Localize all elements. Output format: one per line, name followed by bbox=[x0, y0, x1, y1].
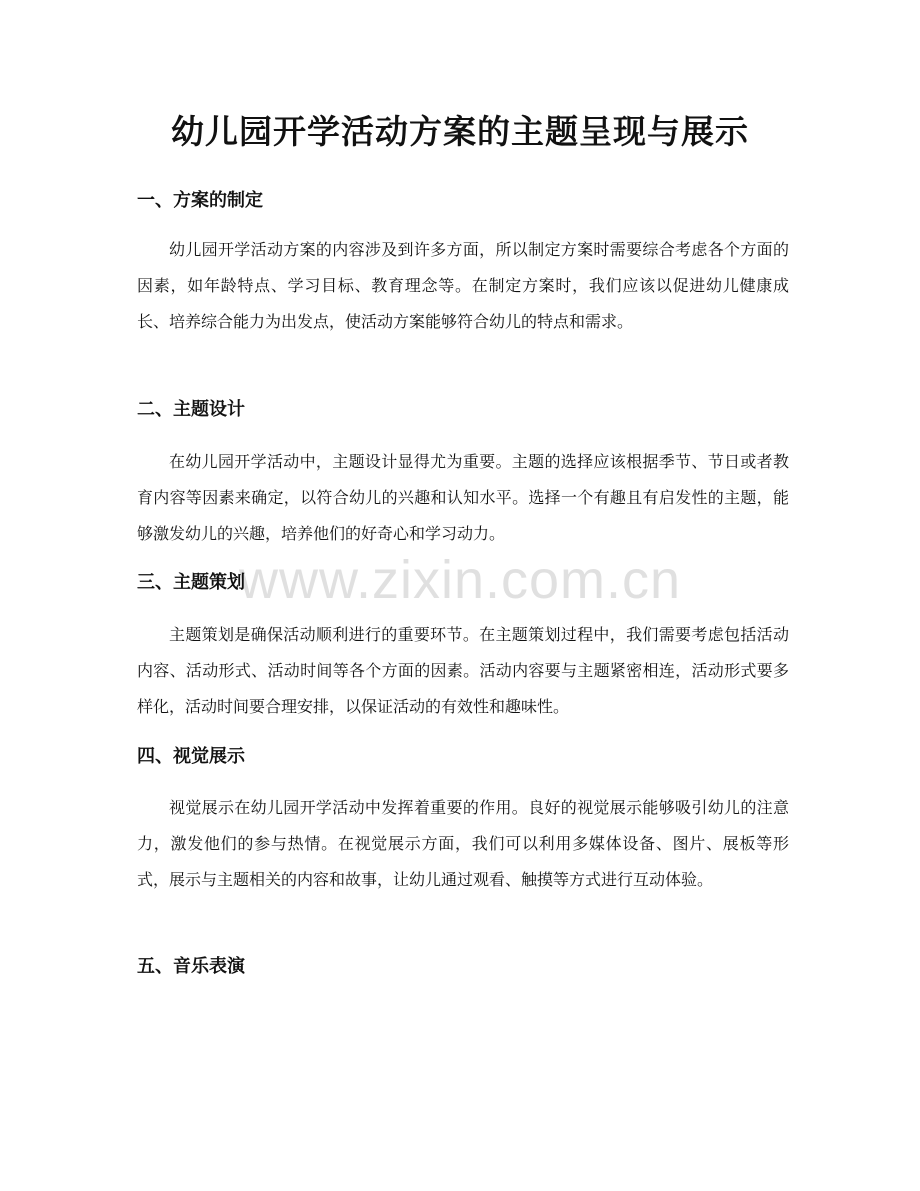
watermark: www.zixin.com.cn bbox=[238, 550, 682, 610]
section-heading-theme-design: 二、主题设计 bbox=[137, 399, 245, 420]
section-heading-visual-display: 四、视觉展示 bbox=[137, 746, 245, 767]
section-heading-theme-planning: 三、主题策划 bbox=[137, 572, 245, 593]
section-body-plan: 幼儿园开学活动方案的内容涉及到许多方面，所以制定方案时需要综合考虑各个方面的因素，如年龄特点、学习目标、教育理念等。在制定方案时，我们应该以促进幼儿健康成长、培养综合能力为出发点，使活动方案能够符合幼儿的特点和需求。 bbox=[137, 240, 789, 331]
section-heading-plan: 一、方案的制定 bbox=[137, 190, 263, 211]
section-body-theme-planning: 主题策划是确保活动顺利进行的重要环节。在主题策划过程中，我们需要考虑包括活动内容、活动形式、活动时间等各个方面的因素。活动内容要与主题紧密相连，活动形式要多样化，活动时间要合理安排，以保证活动的有效性和趣味性。 bbox=[137, 625, 789, 716]
section-body-visual-display: 视觉展示在幼儿园开学活动中发挥着重要的作用。良好的视觉展示能够吸引幼儿的注意力，激发他们的参与热情。在视觉展示方面，我们可以利用多媒体设备、图片、展板等形式，展示与主题相关的内容和故事，让幼儿通过观看、触摸等方式进行互动体验。 bbox=[137, 798, 789, 889]
section-body-theme-design: 在幼儿园开学活动中，主题设计显得尤为重要。主题的选择应该根据季节、节日或者教育内容等因素来确定，以符合幼儿的兴趣和认知水平。选择一个有趣且有启发性的主题，能够激发幼儿的兴趣，培养他们的好奇心和学习动力。 bbox=[137, 452, 789, 543]
section-heading-music-performance: 五、音乐表演 bbox=[137, 956, 245, 977]
document-title: 幼儿园开学活动方案的主题呈现与展示 bbox=[171, 112, 749, 151]
